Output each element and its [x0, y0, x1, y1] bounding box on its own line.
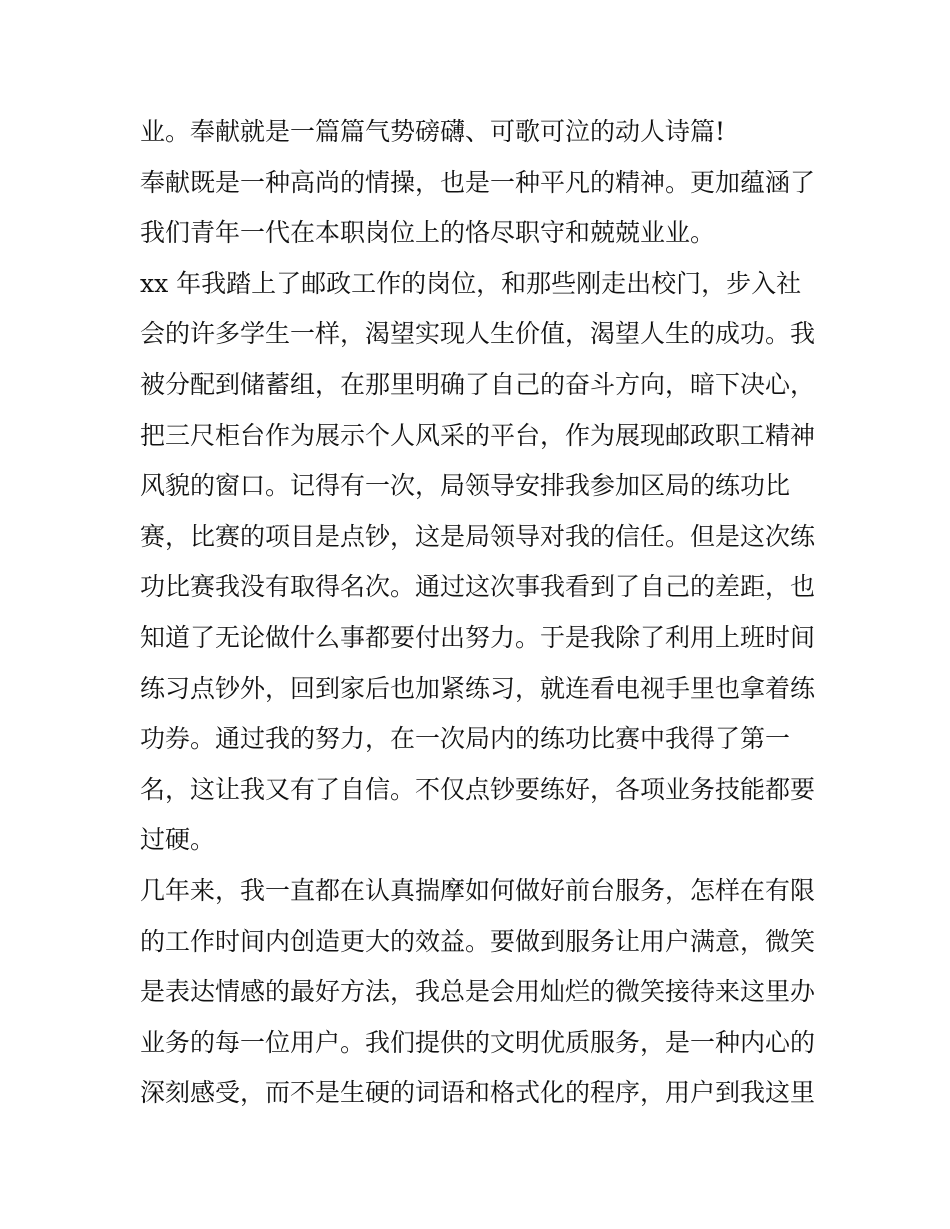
text-line-10: 功比赛我没有取得名次。通过这次事我看到了自己的差距，也	[140, 572, 816, 602]
text-line-2: 奉献既是一种高尚的情操，也是一种平凡的精神。更加蕴涵了	[140, 167, 816, 197]
text-line-19: 业务的每一位用户。我们提供的文明优质服务，是一种内心的	[140, 1027, 816, 1057]
text-line-6: 被分配到储蓄组，在那里明确了自己的奋斗方向，暗下决心，	[140, 369, 816, 399]
text-line-15: 过硬。	[140, 825, 216, 855]
text-line-18: 是表达情感的最好方法，我总是会用灿烂的微笑接待来这里办	[140, 977, 816, 1007]
text-line-4: xx 年我踏上了邮政工作的岗位，和那些刚走出校门，步入社	[140, 268, 802, 298]
text-line-17: 的工作时间内创造更大的效益。要做到服务让用户满意，微笑	[140, 926, 816, 956]
text-line-9: 赛，比赛的项目是点钞，这是局领导对我的信任。但是这次练	[140, 521, 816, 551]
text-line-20: 深刻感受，而不是生硬的词语和格式化的程序，用户到我这里	[140, 1078, 816, 1108]
text-line-3: 我们青年一代在本职岗位上的恪尽职守和兢兢业业。	[140, 218, 716, 248]
text-line-8: 风貌的窗口。记得有一次，局领导安排我参加区局的练功比	[140, 471, 791, 501]
text-line-13: 功券。通过我的努力，在一次局内的练功比赛中我得了第一	[140, 724, 791, 754]
text-line-1: 业。奉献就是一篇篇气势磅礴、可歌可泣的动人诗篇!	[140, 117, 726, 146]
text-line-16: 几年来，我一直都在认真揣摩如何做好前台服务，怎样在有限	[140, 875, 816, 905]
text-line-14: 名，这让我又有了自信。不仅点钞要练好，各项业务技能都要	[140, 774, 816, 804]
text-line-11: 知道了无论做什么事都要付出努力。于是我除了利用上班时间	[140, 622, 816, 652]
text-line-12: 练习点钞外，回到家后也加紧练习，就连看电视手里也拿着练	[140, 673, 816, 703]
text-line-5: 会的许多学生一样，渴望实现人生价值，渴望人生的成功。我	[140, 319, 816, 349]
document-body	[140, 107, 820, 1119]
text-line-7: 把三尺柜台作为展示个人风采的平台，作为展现邮政职工精神	[140, 420, 816, 450]
